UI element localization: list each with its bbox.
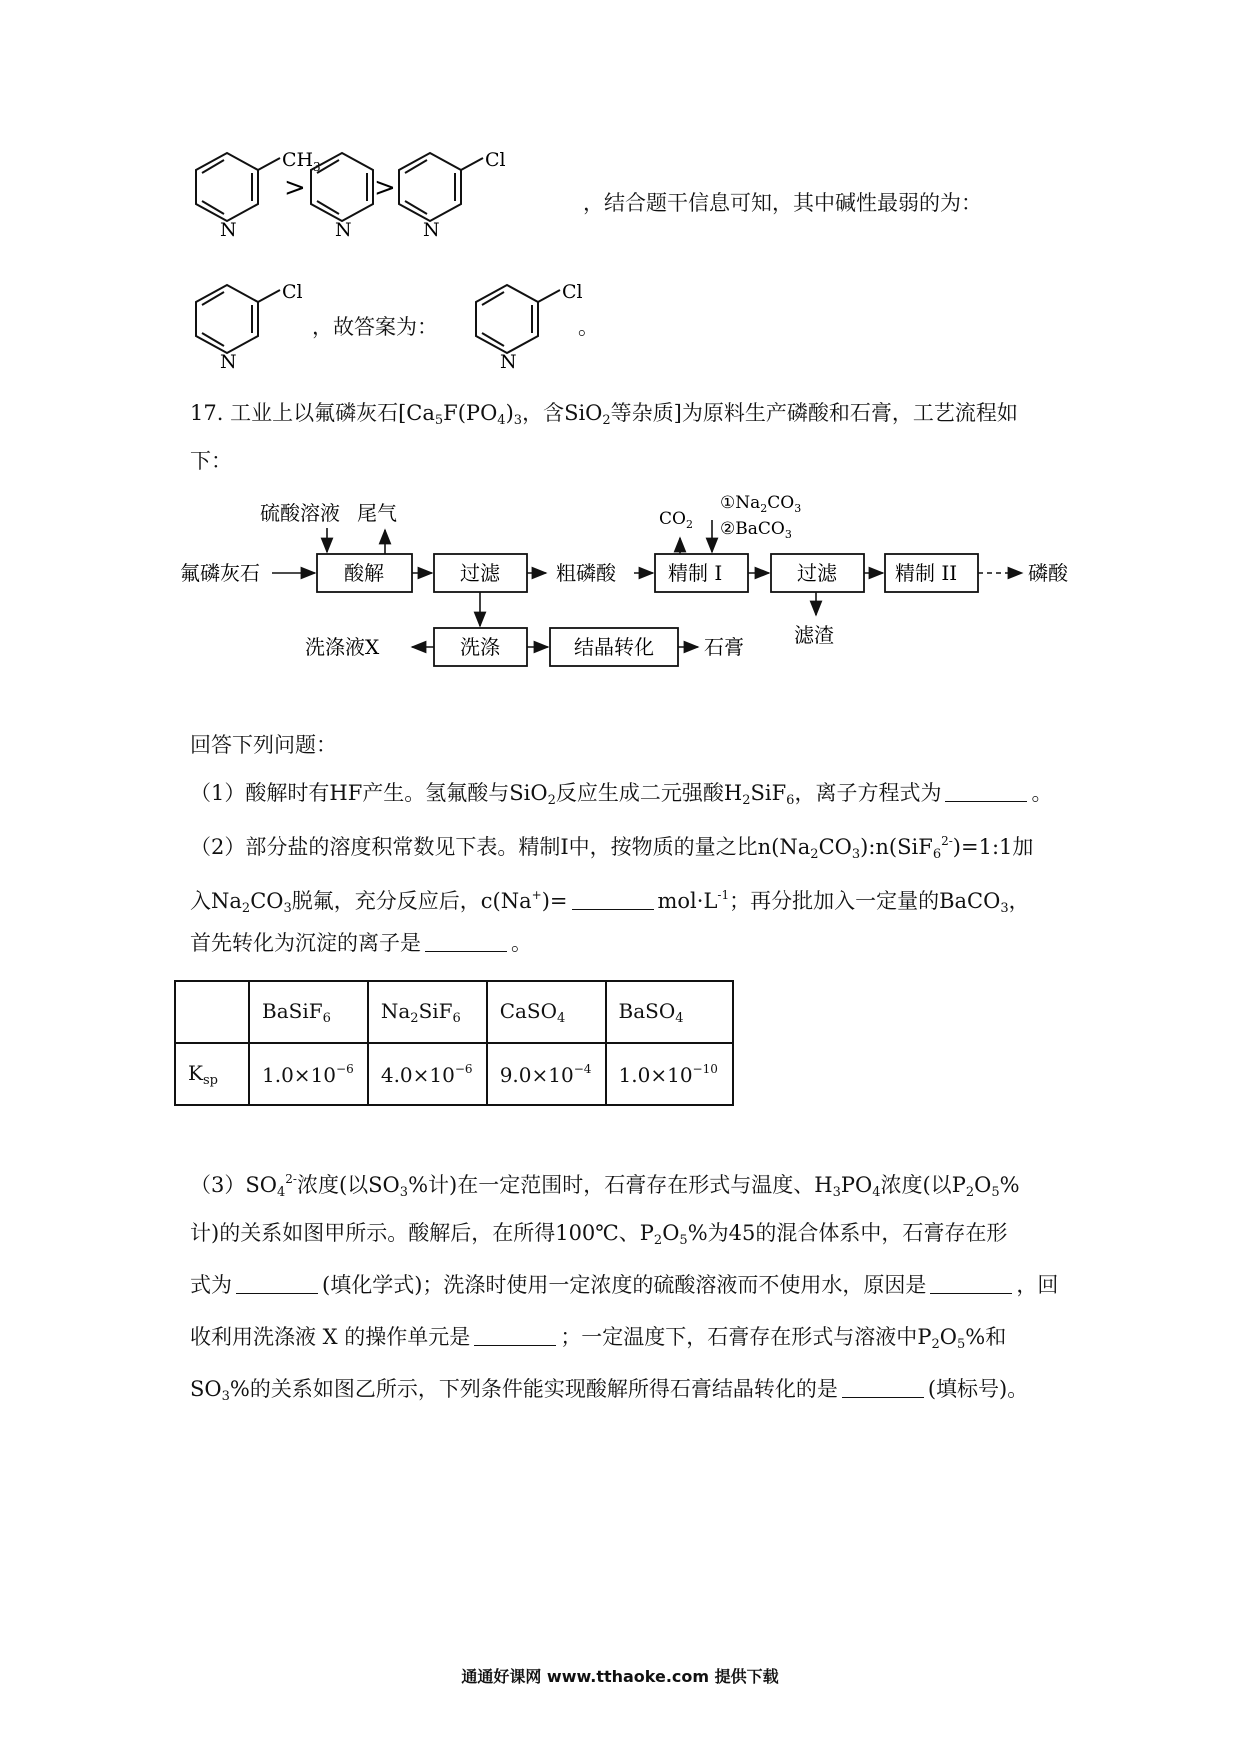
residue-label: 滤渣 <box>794 623 834 647</box>
text-answer: ，故答案为： <box>312 315 438 339</box>
sulfuric-acid-label: 硫酸溶液 <box>260 501 340 525</box>
part2-line3: 首先转化为沉淀的离子是 。 <box>190 931 532 955</box>
nitrogen-label: N <box>220 219 237 241</box>
part3-line2: 计)的关系如图甲所示。酸解后，在所得100℃、$P_2O_5\%$为45的混合体系中，石膏存在形 <box>190 1221 1008 1248</box>
table-header: CaSO$_4$ <box>487 981 606 1043</box>
table-header-row <box>175 981 733 1043</box>
wash-label: 洗涤 <box>460 635 500 659</box>
part3-line5: $SO_3\%$的关系如图乙所示，下列条件能实现酸解所得石膏结晶转化的是 (填标号)。 <box>190 1377 1029 1404</box>
row-label: $K_{sp}$ <box>175 1043 249 1105</box>
basicity-order-structures <box>170 140 610 260</box>
part3-line1: $(3)SO_4^{2-}$浓度(以$SO_3\%$计)在一定范围时，石膏存在形式与温度、$H_3PO_4$浓度(以$P_2O_5\%$ <box>190 1172 1020 1200</box>
crude-acid-label: 粗磷酸 <box>556 561 616 585</box>
crystallize-label: 结晶转化 <box>574 635 654 659</box>
filter1-label: 过滤 <box>460 561 500 585</box>
q17-intro-line1: 17. 工业上以氟磷灰石[$Ca_5F(PO_4)_3$，含SiO$_2$等杂质]为原料生产磷酸和石膏，工艺流程如 <box>190 401 1018 428</box>
filter2-label: 过滤 <box>797 561 837 585</box>
table-cell: $1.0\times 10^{-10}$ <box>606 1043 733 1105</box>
acid-leach-label: 酸解 <box>344 561 384 585</box>
reagent-2-label: ②BaCO$_3$ <box>720 519 792 541</box>
blank-part1[interactable] <box>945 781 1027 802</box>
part2-line2: 入$Na_2CO_3$脱氟，充分反应后，$c(Na^+)= mol\cdot L^{-1}$；再分批加入一定量的BaCO$_3$， <box>190 888 1030 916</box>
ch3-label: CH <box>282 149 314 171</box>
blank-part3-d[interactable] <box>842 1377 924 1398</box>
process-flow-diagram <box>180 480 1080 690</box>
table-cell: $1.0\times 10^{-6}$ <box>249 1043 368 1105</box>
nitrogen-label: N <box>423 219 440 241</box>
table-header: BaSiF$_6$ <box>249 981 368 1043</box>
q17-intro-line2: 下： <box>190 449 232 473</box>
refine1-label: 精制 I <box>668 561 723 585</box>
wash-liquid-x-label: 洗涤液X <box>305 635 380 659</box>
table-cell: $9.0\times 10^{-4}$ <box>487 1043 606 1105</box>
table-header-blank <box>175 981 249 1043</box>
blank-part3-b[interactable] <box>930 1273 1012 1294</box>
start-material-label: 氟磷灰石 <box>180 561 260 585</box>
table-row <box>175 1043 733 1105</box>
tail-gas-label: 尾气 <box>357 501 397 525</box>
refine2-label: 精制 II <box>895 561 958 585</box>
question-number: 17. <box>190 401 224 425</box>
table-header: $Na_2SiF_6$ <box>368 981 487 1043</box>
part1-text: （1）酸解时有HF产生。氢氟酸与SiO$_2$反应生成二元强酸$H_2SiF_6$，离子方程式为 。 <box>190 781 1053 808</box>
answer-structure-1 <box>170 272 303 373</box>
nitrogen-label: N <box>500 351 517 373</box>
part2-line1: （2）部分盐的溶度积常数见下表。精制I中，按物质的量之比$n(Na_2CO_3):n(SiF_6^{2-})=1:1$加 <box>190 834 1034 862</box>
chlorine-label: Cl <box>485 149 506 171</box>
co2-label: $CO_2$ <box>659 509 693 531</box>
period: 。 <box>578 315 599 339</box>
greater-than-2: > <box>374 173 396 203</box>
ch3-subscript: 3 <box>313 160 321 174</box>
part3-line3: 式为 (填化学式)；洗涤时使用一定浓度的硫酸溶液而不使用水，原因是 ，回 <box>190 1273 1059 1297</box>
3-methylpyridine-structure <box>196 153 280 221</box>
blank-part2-a[interactable] <box>572 889 654 910</box>
blank-part2-b[interactable] <box>425 931 507 952</box>
page-footer: 通通好课网 www.tthaoke.com 提供下载 <box>461 1667 779 1686</box>
answer-structure-2 <box>450 272 583 373</box>
table-header: BaSO$_4$ <box>606 981 733 1043</box>
text-line-weakest: ，结合题干信息可知，其中碱性最弱的为： <box>583 191 982 215</box>
answer-intro: 回答下列问题： <box>190 733 337 757</box>
gypsum-label: 石膏 <box>704 635 744 659</box>
reagent-1-label: $①Na_2CO_3$ <box>720 493 802 515</box>
ksp-table <box>174 980 734 1106</box>
part3-line4: 收利用洗涤液 X 的操作单元是 ；一定温度下，石膏存在形式与溶液中$P_2O_5\%$和 <box>190 1325 1007 1352</box>
chlorine-label: Cl <box>562 281 583 303</box>
nitrogen-label: N <box>220 351 237 373</box>
3-chloropyridine-structure <box>399 153 483 221</box>
greater-than-1: > <box>284 173 306 203</box>
chlorine-label: Cl <box>282 281 303 303</box>
nitrogen-label: N <box>335 219 352 241</box>
table-cell: $4.0\times 10^{-6}$ <box>368 1043 487 1105</box>
blank-part3-a[interactable] <box>236 1273 318 1294</box>
phosphoric-acid-label: 磷酸 <box>1028 561 1068 585</box>
blank-part3-c[interactable] <box>474 1325 556 1346</box>
